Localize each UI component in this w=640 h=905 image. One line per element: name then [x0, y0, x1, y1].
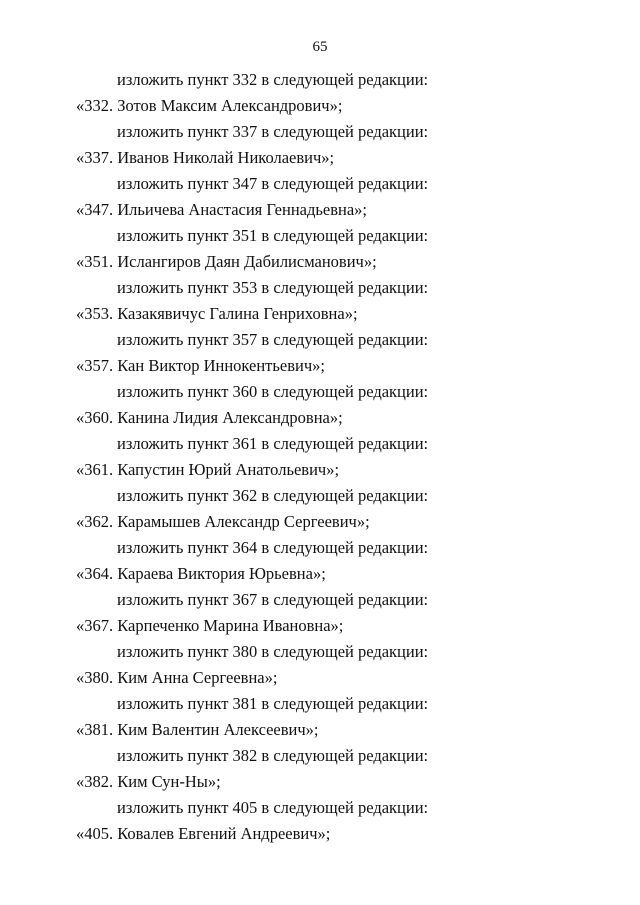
instruction-line: изложить пункт 360 в следующей редакции:	[117, 382, 429, 401]
instruction-line: изложить пункт 381 в следующей редакции:	[117, 694, 429, 713]
instruction-line: изложить пункт 357 в следующей редакции:	[117, 330, 429, 349]
item-line: «332. Зотов Максим Александрович»;	[76, 96, 343, 115]
item-line: «382. Ким Сун-Ны»;	[76, 772, 221, 791]
instruction-line: изложить пункт 380 в следующей редакции:	[117, 642, 429, 661]
item-line: «357. Кан Виктор Иннокентьевич»;	[76, 356, 325, 375]
instruction-line: изложить пункт 362 в следующей редакции:	[117, 486, 429, 505]
instruction-line: изложить пункт 382 в следующей редакции:	[117, 746, 429, 765]
item-line: «364. Караева Виктория Юрьевна»;	[76, 564, 326, 583]
item-line: «337. Иванов Николай Николаевич»;	[76, 148, 335, 167]
item-line: «367. Карпеченко Марина Ивановна»;	[76, 616, 344, 635]
item-line: «361. Капустин Юрий Анатольевич»;	[76, 460, 340, 479]
instruction-line: изложить пункт 361 в следующей редакции:	[117, 434, 429, 453]
item-line: «405. Ковалев Евгений Андреевич»;	[76, 824, 331, 843]
page-number: 65	[312, 39, 328, 55]
instruction-line: изложить пункт 332 в следующей редакции:	[117, 70, 429, 89]
instruction-line: изложить пункт 353 в следующей редакции:	[117, 278, 429, 297]
instruction-line: изложить пункт 364 в следующей редакции:	[117, 538, 429, 557]
item-line: «362. Карамышев Александр Сергеевич»;	[76, 512, 370, 531]
instruction-line: изложить пункт 347 в следующей редакции:	[117, 174, 429, 193]
item-line: «353. Казакявичус Галина Генриховна»;	[76, 304, 358, 323]
instruction-line: изложить пункт 351 в следующей редакции:	[117, 226, 429, 245]
item-line: «360. Канина Лидия Александровна»;	[76, 408, 343, 427]
amendment-list	[0, 67, 640, 847]
instruction-line: изложить пункт 405 в следующей редакции:	[117, 798, 429, 817]
instruction-line: изложить пункт 367 в следующей редакции:	[117, 590, 429, 609]
item-line: «381. Ким Валентин Алексеевич»;	[76, 720, 319, 739]
item-line: «380. Ким Анна Сергеевна»;	[76, 668, 278, 687]
item-line: «347. Ильичева Анастасия Геннадьевна»;	[76, 200, 368, 219]
item-line: «351. Ислангиров Даян Дабилисманович»;	[76, 252, 377, 271]
instruction-line: изложить пункт 337 в следующей редакции:	[117, 122, 429, 141]
